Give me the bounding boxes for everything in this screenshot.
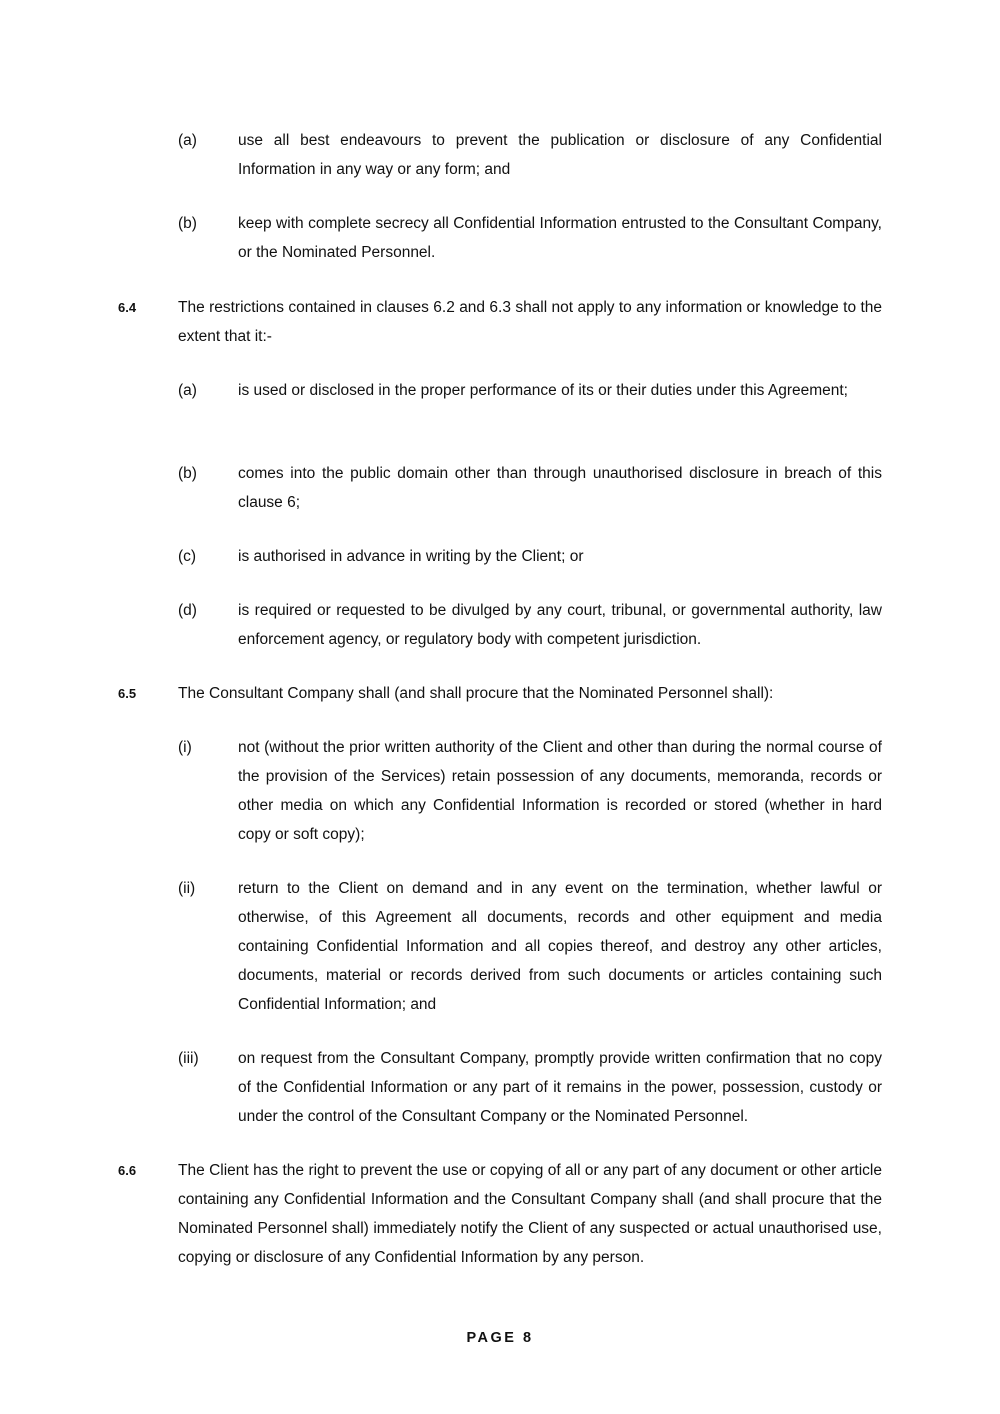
item-label: (a) [178, 382, 197, 399]
item-label: (a) [178, 132, 197, 149]
clause-6-5 [118, 679, 882, 708]
item-text: not (without the prior written authority of the Client and other than during the normal course of the provision of the Services) retain possession of any documents, memoranda, records or other media on which any Confidential Information is recorded or stored (whether in hard copy or soft copy); [238, 739, 882, 843]
item-label: (b) [178, 465, 197, 482]
clause-number: 6.6 [118, 1163, 137, 1178]
list-item [178, 126, 882, 184]
page-number: PAGE 8 [466, 1330, 534, 1346]
clause-number: 6.4 [118, 300, 137, 315]
list-item [178, 1044, 882, 1131]
list-item [178, 733, 882, 849]
list-item [178, 376, 882, 405]
item-label: (c) [178, 548, 197, 565]
item-text: on request from the Consultant Company, promptly provide written confirmation that no copy of the Confidential Information or any part of it remains in the power, possession, custody or under the control of the Consultant Company or the Nominated Personnel. [238, 1050, 882, 1125]
list-item [178, 209, 882, 267]
clause-number: 6.5 [118, 686, 137, 701]
item-text: use all best endeavours to prevent the publication or disclosure of any Confidential Information in any way or any form; and [238, 132, 882, 178]
list-item [178, 542, 882, 571]
clause-text: The Consultant Company shall (and shall procure that the Nominated Personnel shall): [178, 685, 774, 702]
clause-text: The Client has the right to prevent the use or copying of all or any part of any document or other article containing any Confidential Information and the Consultant Company shall (and shall procure that the Nominated Personnel shall) immediately notify the Client of any suspected or actual unauthorised use, copying or disclosure of any Confidential Information by any person. [178, 1162, 882, 1266]
clause-6-6 [118, 1156, 882, 1272]
list-item [178, 596, 882, 654]
item-label: (b) [178, 215, 197, 232]
item-text: keep with complete secrecy all Confidential Information entrusted to the Consultant Company, or the Nominated Personnel. [238, 215, 882, 261]
item-label: (iii) [178, 1050, 199, 1067]
item-text: is authorised in advance in writing by the Client; or [238, 548, 584, 565]
clause-text: The restrictions contained in clauses 6.2 and 6.3 shall not apply to any information or knowledge to the extent that it:- [178, 299, 882, 345]
item-label: (d) [178, 602, 197, 619]
item-text: is used or disclosed in the proper performance of its or their duties under this Agreement; [238, 382, 848, 399]
item-text: return to the Client on demand and in any event on the termination, whether lawful or otherwise, of this Agreement all documents, records and other equipment and media containing Confidential Information and all copies thereof, and destroy any other articles, documents, material or records derived from such documents or articles containing such Confidential Information; and [238, 880, 882, 1013]
clause-6-4 [118, 293, 882, 351]
item-text: is required or requested to be divulged by any court, tribunal, or governmental authority, law enforcement agency, or regulatory body with competent jurisdiction. [238, 602, 882, 648]
list-item [178, 874, 882, 1019]
list-item [178, 459, 882, 517]
item-label: (i) [178, 739, 192, 756]
item-text: comes into the public domain other than through unauthorised disclosure in breach of this clause 6; [238, 465, 882, 511]
item-label: (ii) [178, 880, 196, 897]
